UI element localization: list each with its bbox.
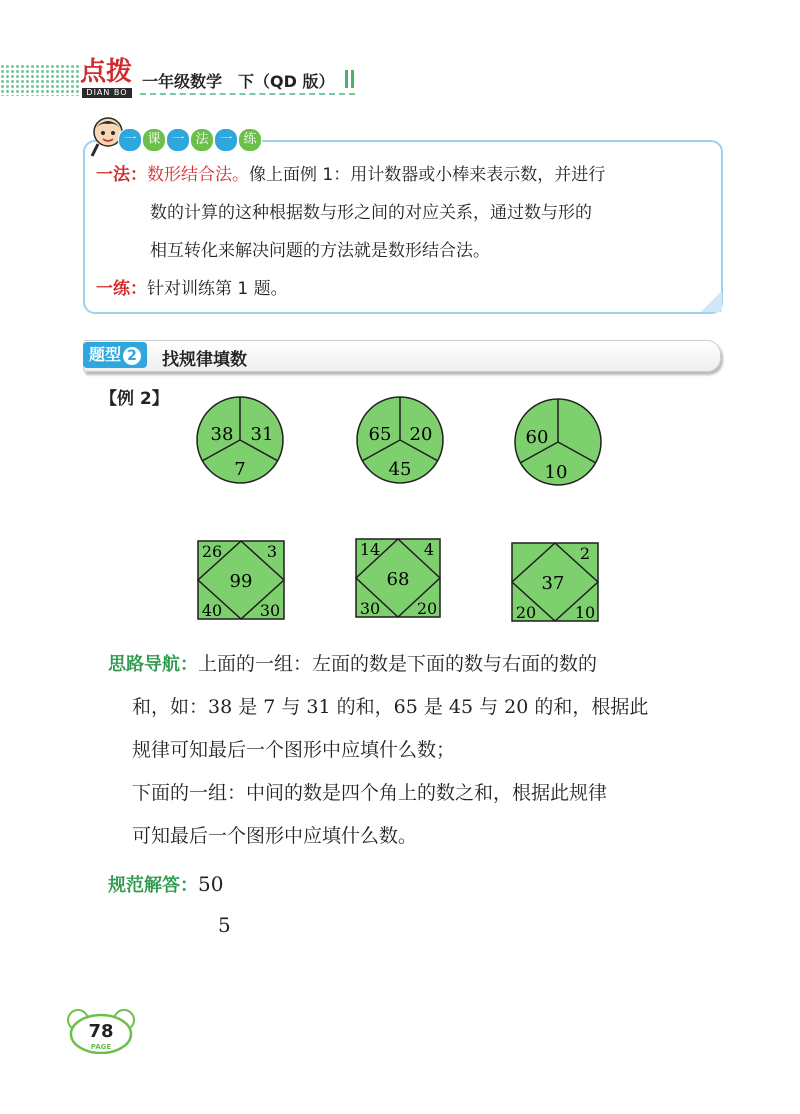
header-dashed-line [140, 93, 355, 95]
answer-label: 规范解答： [108, 875, 198, 896]
square-2-top-left: 14 [359, 540, 381, 559]
circle-2-left: 65 [368, 424, 392, 445]
square-2-top-right: 4 [423, 540, 435, 559]
page-curl-corner [700, 292, 722, 312]
square-3-bottom-left: 20 [515, 603, 537, 622]
square-3-bottom-right: 10 [574, 603, 596, 622]
square-figure-3 [512, 543, 598, 622]
section-tag-text: 题型 [89, 345, 122, 364]
reasoning-label: 思路导航： [108, 654, 198, 675]
reasoning-line-1 [108, 649, 597, 676]
example-figures [0, 395, 800, 635]
method-line-4 [96, 274, 288, 299]
section-tag [83, 342, 147, 368]
square-3-center: 37 [541, 573, 565, 594]
header-dot-pattern [0, 64, 80, 96]
square-2-center: 68 [386, 569, 410, 590]
circle-3-left: 60 [525, 427, 549, 448]
practice-text: 针对训练第 1 题。 [147, 279, 288, 299]
method-badge-char: 一 [166, 128, 190, 152]
reasoning-line-5: 可知最后一个图形中应填什么数。 [132, 825, 418, 847]
square-1-top-left: 26 [201, 542, 223, 561]
header-bars-decoration [345, 70, 357, 88]
example-label: 【例 2】 [100, 389, 169, 409]
circle-figure-2 [357, 397, 443, 483]
method-badge-char: 课 [142, 128, 166, 152]
section-title: 找规律填数 [162, 350, 247, 370]
method-badge [118, 128, 262, 150]
method-line-1-text: 像上面例 1：用计数器或小棒来表示数，并进行 [249, 165, 606, 185]
page-number-badge [66, 1008, 136, 1054]
method-term: 数形结合法。 [147, 165, 249, 185]
method-label: 一法： [96, 165, 147, 185]
circle-3-bottom: 10 [544, 462, 568, 483]
method-badge-char: 练 [238, 128, 262, 152]
brand-logo: 点拨 [80, 57, 133, 87]
reasoning-line-2: 和，如：38 是 7 与 31 的和，65 是 45 与 20 的和，根据此 [132, 696, 649, 718]
circle-figure-3 [515, 399, 601, 485]
method-line-3: 相互转化来解决问题的方法就是数形结合法。 [150, 241, 490, 261]
section-tag-number: 2 [123, 347, 141, 365]
square-1-top-right: 3 [266, 542, 278, 561]
square-2-bottom-left: 30 [359, 599, 381, 618]
method-line-2: 数的计算的这种根据数与形之间的对应关系，通过数与形的 [150, 203, 592, 223]
practice-label: 一练： [96, 279, 147, 299]
square-1-bottom-left: 40 [201, 601, 223, 620]
reasoning-line-3: 规律可知最后一个图形中应填什么数； [132, 739, 456, 761]
square-2-bottom-right: 20 [416, 599, 438, 618]
circle-1-bottom: 7 [234, 459, 246, 480]
answer-value-2: 5 [218, 913, 231, 937]
method-badge-char: 一 [118, 128, 142, 152]
book-title: 一年级数学 下（QD 版） [142, 72, 335, 91]
square-figure-1 [198, 541, 284, 620]
square-1-center: 99 [229, 571, 253, 592]
answer-value-1: 50 [198, 872, 224, 896]
page-number: 78 [88, 1021, 114, 1042]
page-word: PAGE [90, 1043, 112, 1051]
circle-1-left: 38 [210, 424, 234, 445]
square-1-bottom-right: 30 [259, 601, 281, 620]
reasoning-line-4: 下面的一组：中间的数是四个角上的数之和，根据此规律 [132, 782, 608, 804]
method-badge-char: 一 [214, 128, 238, 152]
method-badge-char: 法 [190, 128, 214, 152]
circle-2-bottom: 45 [388, 459, 412, 480]
square-figure-2 [356, 539, 440, 618]
circle-1-right: 31 [250, 424, 274, 445]
answer-row [108, 871, 223, 897]
circle-figure-1 [197, 397, 283, 483]
square-3-top-right: 2 [579, 544, 591, 563]
method-line-1 [96, 160, 605, 185]
reasoning-line-1-text: 上面的一组：左面的数是下面的数与右面的数的 [198, 653, 598, 675]
brand-logo-subtitle: DIAN BO [82, 88, 132, 98]
circle-2-right: 20 [409, 424, 433, 445]
